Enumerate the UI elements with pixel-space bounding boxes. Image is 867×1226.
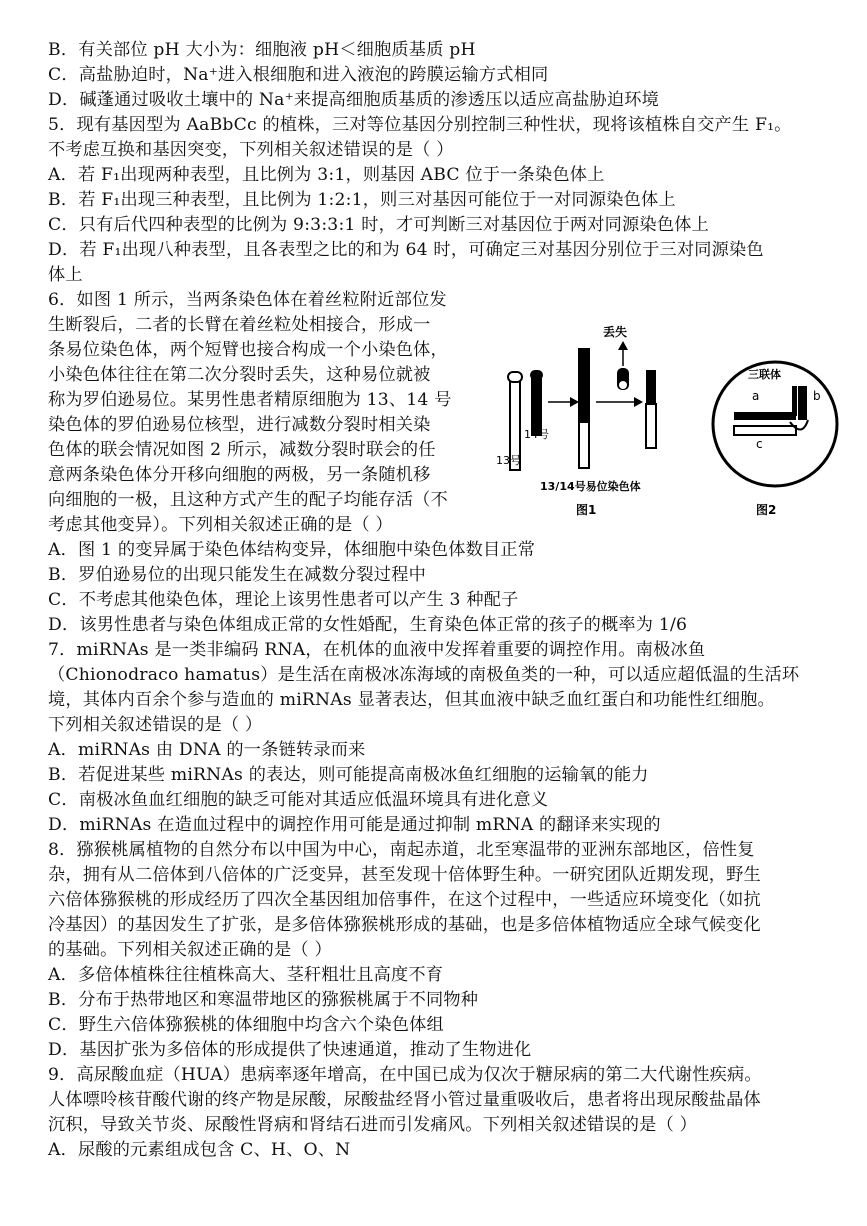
q6-stem: 小染色体往往在第二次分裂时丢失，这种易位就被 — [48, 365, 431, 385]
q7-option-a: A．miRNAs 由 DNA 的一条链转录而来 — [48, 740, 366, 760]
result-chromosome — [646, 370, 656, 448]
q7-stem: （Chionodraco hamatus）是生活在南极冰冻海域的南极鱼类的一种，可以适应超低温的生活环 — [48, 665, 800, 685]
up-arrow-icon — [618, 341, 628, 366]
label-c: c — [756, 437, 763, 451]
arrow-icon — [548, 397, 579, 407]
q9-option-a: A．尿酸的元素组成包含 C、H、O、N — [48, 1140, 351, 1160]
q8-stem: 冷基因）的基因发生了扩张，是多倍体猕猴桃形成的基础，也是多倍体植物适应全球气候变化 — [48, 915, 761, 935]
small-chromosome — [617, 368, 629, 390]
q4-option-d: D．碱蓬通过吸收土壤中的 Na⁺来提高细胞质基质的渗透压以适应高盐胁迫环境 — [48, 90, 660, 110]
chr14-label: 14号 — [524, 428, 549, 441]
q7-option-b: B．若促进某些 miRNAs 的表达，则可能提高南极冰鱼红细胞的运输氧的能力 — [48, 765, 649, 785]
chromosome-14 — [530, 370, 543, 436]
q5-option-c: C．只有后代四种表型的比例为 9:3:3:1 时，才可判断三对基因位于两对同源染色体上 — [48, 215, 709, 235]
q6-option-b: B．罗伯逊易位的出现只能发生在减数分裂过程中 — [48, 565, 426, 585]
trivalent-diagram — [713, 362, 837, 486]
q8-option-b: B．分布于热带地区和寒温带地区的猕猴桃属于不同物种 — [48, 990, 479, 1010]
fig1-caption: 图1 — [576, 503, 597, 517]
chromosome-figure — [490, 308, 850, 530]
q6-stem: 向细胞的一极，且这种方式产生的配子均能存活（不 — [48, 490, 448, 510]
q8-option-c: C．野生六倍体猕猴桃的体细胞中均含六个染色体组 — [48, 1015, 444, 1035]
q5-option-d: D．若 F₁出现八种表型，且各表型之比的和为 64 时，可确定三对基因分别位于三对同源染色 — [48, 240, 764, 260]
q6-option-d: D．该男性患者与染色体组成正常的女性婚配，生育染色体正常的孩子的概率为 1/6 — [48, 615, 688, 635]
q6-stem: 色体的联会情况如图 2 所示，减数分裂时联会的任 — [48, 440, 436, 460]
label-a: a — [752, 389, 760, 403]
q5-option-d: 体上 — [48, 265, 83, 285]
q4-option-b: B．有关部位 pH 大小为：细胞液 pH＜细胞质基质 pH — [48, 40, 476, 60]
q8-stem: 杂，拥有从二倍体到八倍体的广泛变异，甚至发现十倍体野生种。一研究团队近期发现，野生 — [48, 865, 761, 885]
q5-option-b: B．若 F₁出现三种表型，且比例为 1:2:1，则三对基因可能位于一对同源染色体上 — [48, 190, 676, 210]
q6-stem: 意两条染色体分开移向细胞的两极，另一条随机移 — [48, 465, 431, 485]
q5-option-a: A．若 F₁出现两种表型，且比例为 3:1，则基因 ABC 位于一条染色体上 — [48, 165, 605, 185]
q6-stem: 6．如图 1 所示，当两条染色体在着丝粒附近部位发 — [48, 290, 447, 310]
q4-option-c: C．高盐胁迫时，Na⁺进入根细胞和进入液泡的跨膜运输方式相同 — [48, 65, 549, 85]
translocation-chromosome — [578, 348, 590, 468]
translocation-label: 13/14号易位染色体 — [540, 480, 641, 493]
q7-stem: 7．miRNAs 是一类非编码 RNA，在机体的血液中发挥着重要的调控作用。南极冰鱼 — [48, 640, 706, 660]
label-b: b — [813, 389, 821, 403]
q7-option-d: D．miRNAs 在造血过程中的调控作用可能是通过抑制 mRNA 的翻译来实现的 — [48, 815, 661, 835]
q7-stem: 境，其体内百余个参与造血的 miRNAs 显著表达，但其血液中缺乏血红蛋白和功能性红细胞。 — [48, 690, 775, 710]
trivalent-label: 三联体 — [748, 368, 781, 381]
q9-stem: 9．高尿酸血症（HUA）患病率逐年增高，在中国已成为仅次于糖尿病的第二大代谢性疾病。 — [48, 1065, 762, 1085]
q5-stem: 5．现有基因型为 AaBbCc 的植株，三对等位基因分别控制三种性状，现将该植株自交产生 F₁。 — [48, 115, 792, 135]
q6-option-c: C．不考虑其他染色体，理论上该男性患者可以产生 3 种配子 — [48, 590, 519, 610]
q8-stem: 的基础。下列相关叙述正确的是（ ） — [48, 940, 332, 960]
q9-stem: 沉积，导致关节炎、尿酸性肾病和肾结石进而引发痛风。下列相关叙述错误的是（ ） — [48, 1115, 698, 1135]
arrow-icon — [596, 397, 643, 407]
chr13-label: 13号 — [496, 454, 521, 467]
fig2-caption: 图2 — [756, 503, 777, 517]
q6-stem: 考虑其他变异）。下列相关叙述正确的是（ ） — [48, 515, 393, 535]
q6-stem: 称为罗伯逊易位。某男性患者精原细胞为 13、14 号 — [48, 390, 452, 410]
q7-stem: 下列相关叙述错误的是（ ） — [48, 715, 263, 735]
lost-label: 丢失 — [603, 325, 628, 339]
q6-stem: 染色体的罗伯逊易位核型，进行减数分裂时相关染 — [48, 415, 431, 435]
q6-option-a: A．图 1 的变异属于染色体结构变异，体细胞中染色体数目正常 — [48, 540, 536, 560]
q6-stem: 条易位染色体，两个短臂也接合构成一个小染色体， — [48, 340, 448, 360]
q5-stem: 不考虑互换和基因突变，下列相关叙述错误的是（ ） — [48, 140, 454, 160]
q7-option-c: C．南极冰鱼血红细胞的缺乏可能对其适应低温环境具有进化意义 — [48, 790, 549, 810]
q8-option-d: D．基因扩张为多倍体的形成提供了快速通道，推动了生物进化 — [48, 1040, 532, 1060]
q8-option-a: A．多倍体植株往往植株高大、茎秆粗壮且高度不育 — [48, 965, 444, 985]
q6-stem: 生断裂后，二者的长臂在着丝粒处相接合，形成一 — [48, 315, 431, 335]
q8-stem: 8．猕猴桃属植物的自然分布以中国为中心，南起赤道，北至寒温带的亚洲东部地区，倍性复 — [48, 840, 755, 860]
q9-stem: 人体嘌呤核苷酸代谢的终产物是尿酸，尿酸盐经肾小管过量重吸收后，患者将出现尿酸盐晶体 — [48, 1090, 761, 1110]
q8-stem: 六倍体猕猴桃的形成经历了四次全基因组加倍事件，在这个过程中，一些适应环境变化（如抗 — [48, 890, 761, 910]
